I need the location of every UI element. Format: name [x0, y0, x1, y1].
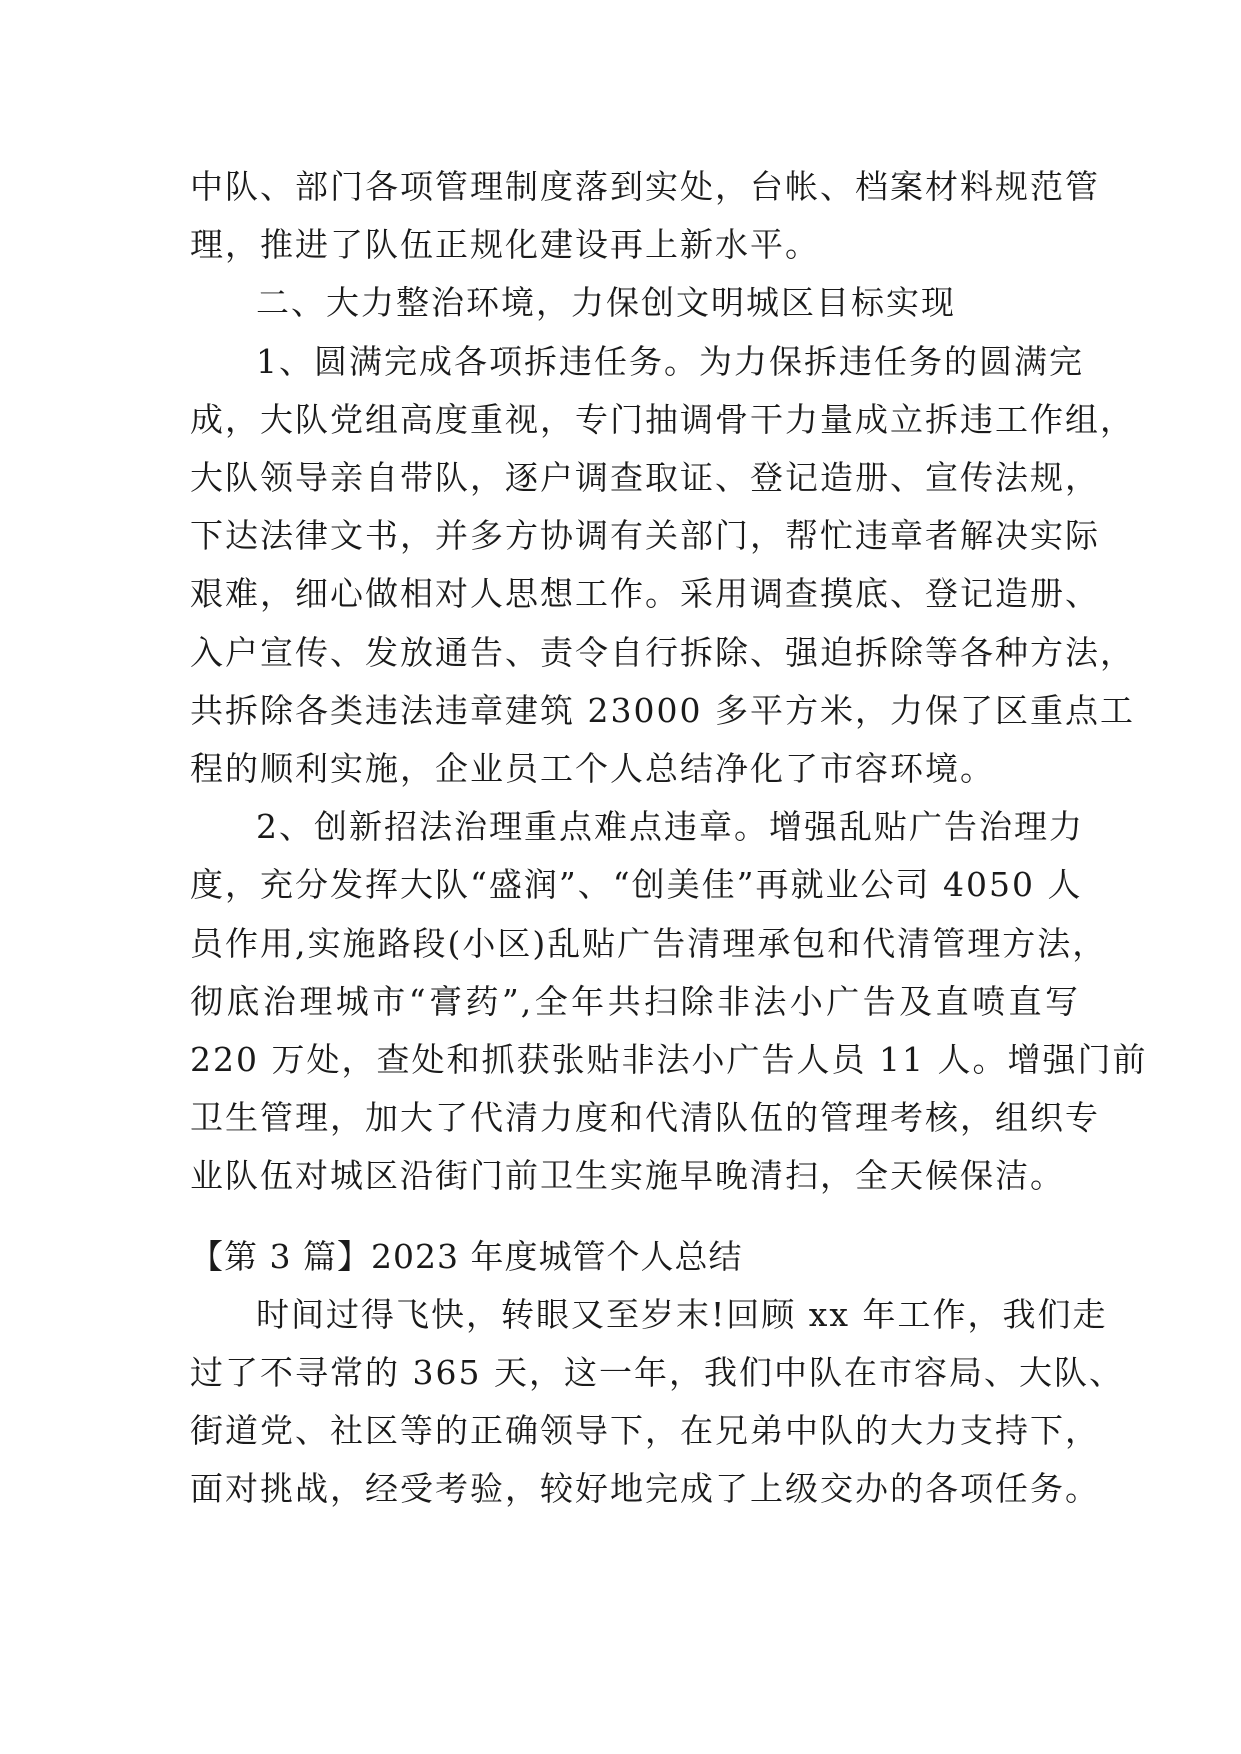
article-paragraph [190, 1286, 1124, 1519]
document-body [190, 158, 1148, 1519]
text-line: 程的顺利实施，企业员工个人总结净化了市容环境。 [190, 749, 995, 789]
text-line: 业队伍对城区沿街门前卫生实施早晚清扫，全天候保洁。 [190, 1156, 1065, 1196]
text-line: 1、圆满完成各项拆违任务。为力保拆违任务的圆满完 [256, 341, 1084, 381]
text-line: 入户宣传、发放通告、责令自行拆除、强迫拆除等各种方法， [190, 632, 1135, 672]
text-line: 卫生管理，加大了代清力度和代清队伍的管理考核，组织专 [190, 1098, 1100, 1138]
item-2-paragraph [190, 798, 1148, 1205]
text-line: 时间过得飞快，转眼又至岁末!回顾 xx 年工作，我们走 [256, 1294, 1108, 1334]
text-line: 面对挑战，经受考验，较好地完成了上级交办的各项任务。 [190, 1469, 1100, 1509]
article-title-text: 【第 3 篇】2023 年度城管个人总结 [190, 1236, 743, 1276]
text-line: 员作用,实施路段(小区)乱贴广告清理承包和代清管理方法， [190, 923, 1108, 963]
text-line: 理，推进了队伍正规化建设再上新水平。 [190, 225, 820, 265]
text-line: 大队领导亲自带队，逐户调查取证、登记造册、宣传法规， [190, 458, 1100, 498]
article-title [190, 1228, 1080, 1286]
text-line: 过了不寻常的 365 天，这一年，我们中队在市容局、大队、 [190, 1353, 1124, 1393]
section-spacer [190, 1206, 1080, 1228]
text-line: 下达法律文书，并多方协调有关部门，帮忙违章者解决实际 [190, 516, 1100, 556]
text-line: 2、创新招法治理重点难点违章。增强乱贴广告治理力 [256, 807, 1084, 847]
section-heading [190, 274, 1080, 332]
text-line: 彻底治理城市“膏药”,全年共扫除非法小广告及直喷直写 [190, 981, 1080, 1021]
text-line: 度，充分发挥大队“盛润”、“创美佳”再就业公司 4050 人 [190, 865, 1083, 905]
text-line: 艰难，细心做相对人思想工作。采用调查摸底、登记造册、 [190, 574, 1100, 614]
text-line: 中队、部门各项管理制度落到实处，台帐、档案材料规范管 [190, 167, 1100, 206]
item-1-paragraph [190, 333, 1135, 799]
section-heading-text: 二、大力整治环境，力保创文明城区目标实现 [256, 283, 956, 323]
text-line: 220 万处，查处和抓获张贴非法小广告人员 11 人。增强门前 [190, 1040, 1148, 1080]
continuation-paragraph [190, 158, 1100, 274]
text-line: 成，大队党组高度重视，专门抽调骨干力量成立拆违工作组， [190, 399, 1135, 439]
text-line: 街道党、社区等的正确领导下，在兄弟中队的大力支持下， [190, 1411, 1100, 1451]
text-line: 共拆除各类违法违章建筑 23000 多平方米，力保了区重点工 [190, 690, 1135, 730]
